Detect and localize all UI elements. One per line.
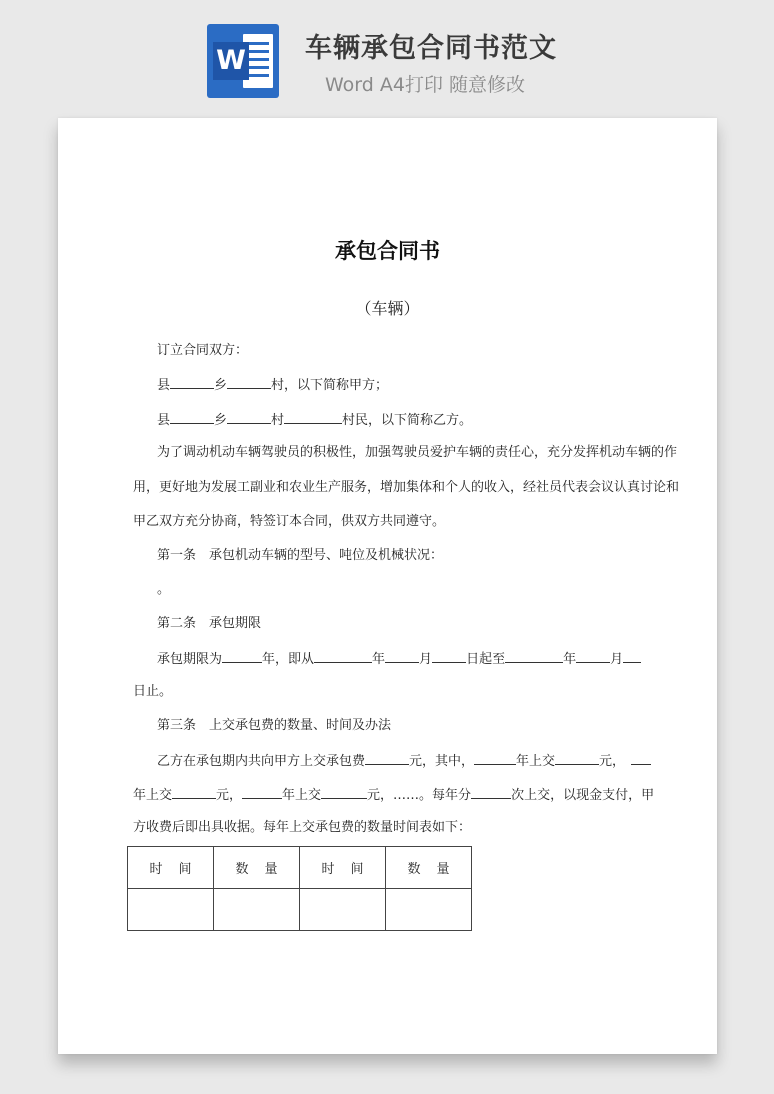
table-cell [300, 889, 386, 931]
table-cell [386, 889, 472, 931]
word-icon-letter: W [213, 42, 249, 80]
paragraph-purpose-line2: 用，更好地为发展工副业和农业生产服务，增加集体和个人的收入，经社员代表会议认真讨论和 [133, 480, 680, 495]
article-3-body-line2: 年上交 元， 年上交 元，……。每年分 次上交，以现金支付，甲 [133, 785, 654, 805]
article-2-body-line2: 日止。 [133, 684, 173, 699]
paragraph-party-a: 县 乡 村，以下简称甲方； [157, 375, 388, 395]
page-title: 车辆承包合同书范文 [305, 33, 557, 64]
page-subtitle: Word A4打印 随意修改 [325, 74, 526, 96]
promo-header [0, 0, 774, 118]
document-subtitle: （车辆） [355, 299, 420, 318]
article-2-body-line1: 承包期限为 年，即从 年 月 日起至 年 月 [157, 649, 641, 669]
document-title: 承包合同书 [335, 239, 440, 263]
document-page [58, 118, 717, 1054]
article-3-body-line1: 乙方在承包期内共向甲方上交承包费 元，其中， 年上交 元， [157, 751, 651, 771]
table-cell [128, 889, 214, 931]
table-header-cell: 数量 [214, 847, 300, 889]
word-document-icon [207, 24, 279, 98]
article-1-body: 。 [157, 582, 171, 597]
article-3-body-line3: 方收费后即出具收据。每年上交承包费的数量时间表如下： [133, 820, 472, 835]
table-row [128, 889, 472, 931]
table-header-row [128, 847, 472, 889]
article-2-heading: 第二条 承包期限 [157, 616, 262, 631]
table-header-cell: 时间 [300, 847, 386, 889]
paragraph-purpose-line3: 甲乙双方充分协商，特签订本合同，供双方共同遵守。 [133, 514, 446, 529]
payment-schedule-table [127, 846, 472, 931]
article-1-heading: 第一条 承包机动车辆的型号、吨位及机械状况： [157, 548, 444, 563]
paragraph-party-b: 县 乡 村 村民，以下简称乙方。 [157, 410, 472, 430]
table-header-cell: 数量 [386, 847, 472, 889]
paragraph-purpose-line1: 为了调动机动车辆驾驶员的积极性，加强驾驶员爱护车辆的责任心，充分发挥机动车辆的作 [157, 445, 678, 460]
watermark [89, 448, 116, 481]
paragraph-parties: 订立合同双方： [157, 343, 249, 358]
article-3-heading: 第三条 上交承包费的数量、时间及办法 [157, 718, 392, 733]
table-cell [214, 889, 300, 931]
table-header-cell: 时间 [128, 847, 214, 889]
